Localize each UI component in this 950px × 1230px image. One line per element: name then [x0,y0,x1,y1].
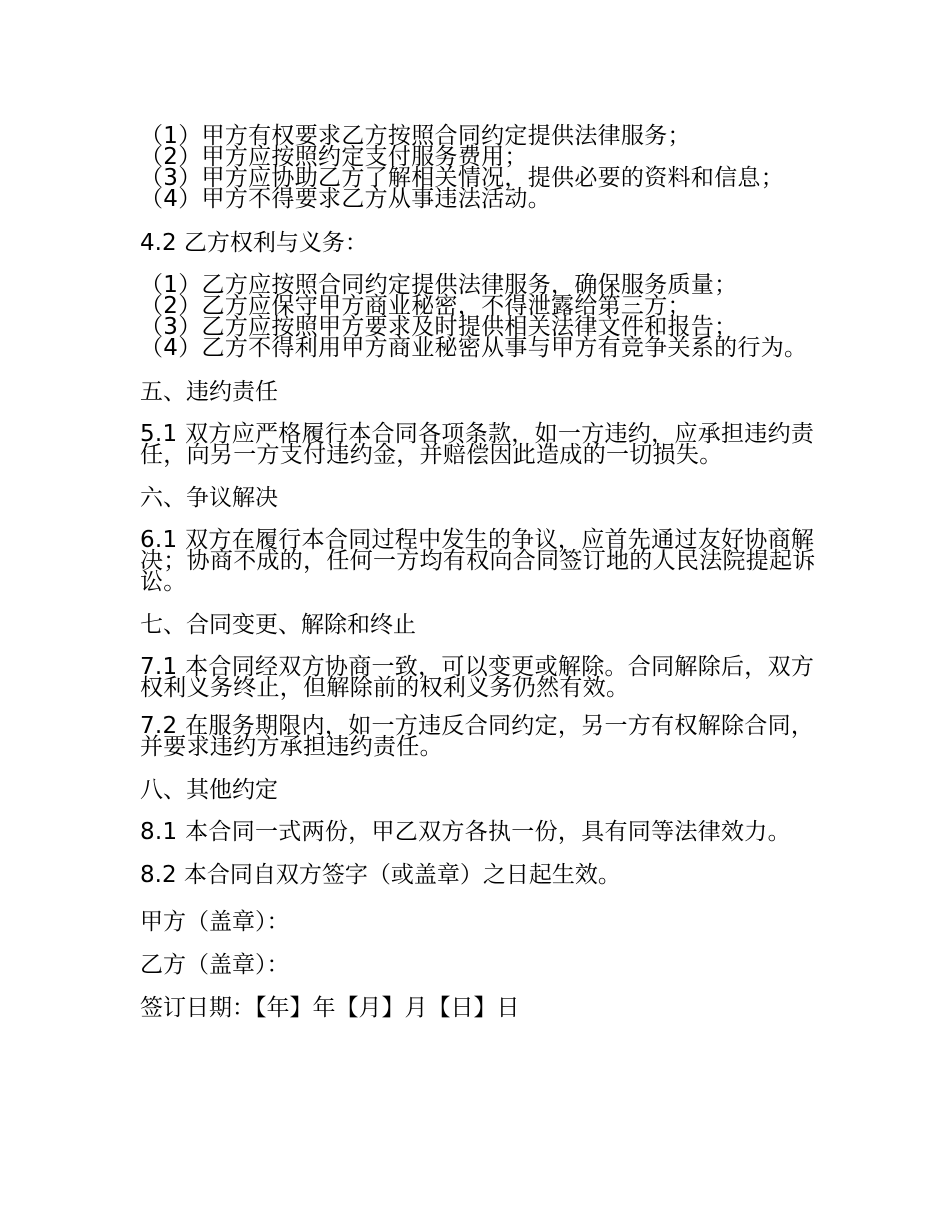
list-item: （4）乙方不得利用甲方商业秘密从事与甲方有竞争关系的行为。 [140,335,808,361]
section-7-heading: 七、合同变更、解除和终止 [140,612,416,638]
party-a-signature-line: 甲方（盖章）： [140,909,290,935]
section-5-heading: 五、违约责任 [140,379,278,405]
list-item: （4）甲方不得要求乙方从事违法活动。 [140,186,552,212]
section-8-heading: 八、其他约定 [140,777,278,803]
clause-6-1: 6.1 双方在履行本合同过程中发生的争议，应首先通过友好协商解决；协商不成的，任何一方均有权向合同签订地的人民法院提起诉讼。 [140,527,816,595]
list-item: （2）乙方应保守甲方商业秘密，不得泄露给第三方； [140,293,691,319]
clause-8-2: 8.2 本合同自双方签字（或盖章）之日起生效。 [140,862,621,888]
signing-date-line: 签订日期：【年】年【月】月【日】日 [140,995,520,1021]
section-4-2-heading: 4.2 乙方权利与义务： [140,230,368,256]
list-item: （1）乙方应按照合同约定提供法律服务，确保服务质量； [140,272,738,298]
party-a-obligations-list [140,123,820,212]
list-item: （3）甲方应协助乙方了解相关情况，提供必要的资料和信息； [140,165,785,191]
clause-7-2: 7.2 在服务期限内，如一方违反合同约定，另一方有权解除合同，并要求违约方承担违约责任。 [140,713,815,760]
document-body [140,123,820,1036]
clause-7-1: 7.1 本合同经双方协商一致，可以变更或解除。合同解除后，双方权利义务终止，但解除前的权利义务仍然有效。 [140,654,815,701]
party-b-signature-line: 乙方（盖章）： [140,952,290,978]
section-6-heading: 六、争议解决 [140,485,278,511]
list-item: （2）甲方应按照约定支付服务费用； [140,144,528,170]
clause-8-1: 8.1 本合同一式两份，甲乙双方各执一份，具有同等法律效力。 [140,819,791,845]
clause-5-1: 5.1 双方应严格履行本合同各项条款，如一方违约，应承担违约责任，向另一方支付违约金，并赔偿因此造成的一切损失。 [140,421,815,468]
list-item: （1）甲方有权要求乙方按照合同约定提供法律服务； [140,123,691,149]
party-b-obligations-list [140,272,820,361]
list-item: （3）乙方应按照甲方要求及时提供相关法律文件和报告； [140,314,738,340]
